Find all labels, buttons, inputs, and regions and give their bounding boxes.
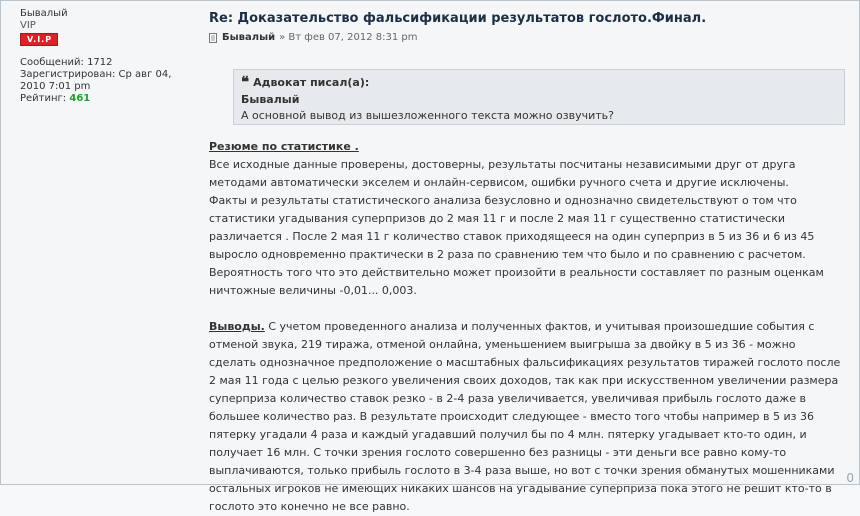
posts-count	[20, 57, 200, 69]
registered-date	[20, 69, 200, 93]
post-body	[209, 138, 845, 516]
quote-header-text: Адвокат писал(а):	[253, 76, 370, 89]
conclusions-text: С учетом проведенного анализа и полученных фактов, и учитывая произошедшие события с отменой звука, 219 тиража, отменой онлайна, уменьшением выигрыша за двойку в 5 из 36 - можно сделать однозначное предположение о масштабных фальсификациях результатов тиражей гослото после 2 мая 11 года с целью резкого увеличения своих доходов, так как при искусственном увеличении размера суперприза количество ставок резко - в 2-4 раза увеличивается, увеличивая прибыль гослото даже в большеe количество раз. В результате происходит следующее - вместо того чтобы например в 5 из 36 пятерку угадали 4 раза и каждый угадавший получил бы по 4 млн. пятерку угадывает кто-то один, и получает 16 млн. С точки зрения гослото совершенно без разницы - эти деньги все равно кому-то выплачиваются, только прибыль гослото в 3-4 раза выше, но вот с точки зрения обманутых мошенниками остальных игроков не имеющих никаких шансов на угадывание суперприза пока этого не решит кто-то в гослото это конечно не все равно.	[209, 320, 841, 513]
post-header	[209, 11, 849, 44]
paragraph-gap	[209, 300, 845, 318]
quote-author: Бывалый	[241, 93, 300, 106]
summary-heading: Резюме по статистике .	[209, 140, 359, 153]
quote-block	[233, 69, 845, 125]
registered-value: Ср авг 04, 2010 7:01 pm	[20, 69, 172, 92]
rating	[20, 93, 200, 105]
quote-header	[241, 73, 837, 91]
rating-value: 461	[69, 93, 91, 104]
user-profile	[20, 8, 200, 105]
posts-value: 1712	[87, 57, 113, 68]
quote-text: А основной вывод из вышезложенного текста можно озвучить?	[241, 109, 614, 122]
post-meta	[209, 32, 849, 44]
post-title[interactable]: Re: Доказательство фальсификации результатов гослото.Финал.	[209, 11, 707, 26]
vip-badge: V.I.P	[20, 33, 58, 46]
paragraph-data: Все исходные данные проверены, достоверны, результаты посчитаны независимыми друг от друга методами автоматически экселем и онлайн-сервисом, ошибки ручного счета и другие исключены.	[209, 158, 796, 189]
corner-mark: 0	[846, 471, 854, 485]
posts-label: Сообщений:	[20, 57, 84, 68]
profile-rank: VIP	[20, 20, 36, 31]
registered-label: Зарегистрирован:	[20, 69, 116, 80]
profile-stats	[20, 57, 200, 105]
conclusions-heading: Выводы.	[209, 320, 265, 333]
paragraph-facts: Факты и результаты статистического анализа безусловно и однозначно свидетельствуют о том что статистики угадывания суперпризов до 2 мая 11 г и после 2 мая 11 г существенно статистически различается . После 2 мая 11 г количество ставок приходящееся на один суперприз в 5 из 36 и 6 из 45 выросло одновременно практически в 2 раза по сравнению тем что было и по сравнению с расчетом. Вероятность того что это действительно может произойти в реальности составляет по разным оценкам ничтожные величины -0,01... 0,003.	[209, 194, 824, 297]
post-icon[interactable]	[209, 33, 218, 43]
profile-username[interactable]: Бывалый	[20, 8, 68, 19]
quote-icon: ❝	[241, 73, 250, 91]
post-author[interactable]: Бывалый	[222, 32, 276, 43]
rating-label: Рейтинг:	[20, 93, 67, 104]
post-date: » Вт фев 07, 2012 8:31 pm	[279, 32, 418, 43]
conclusions-paragraph	[209, 318, 845, 516]
